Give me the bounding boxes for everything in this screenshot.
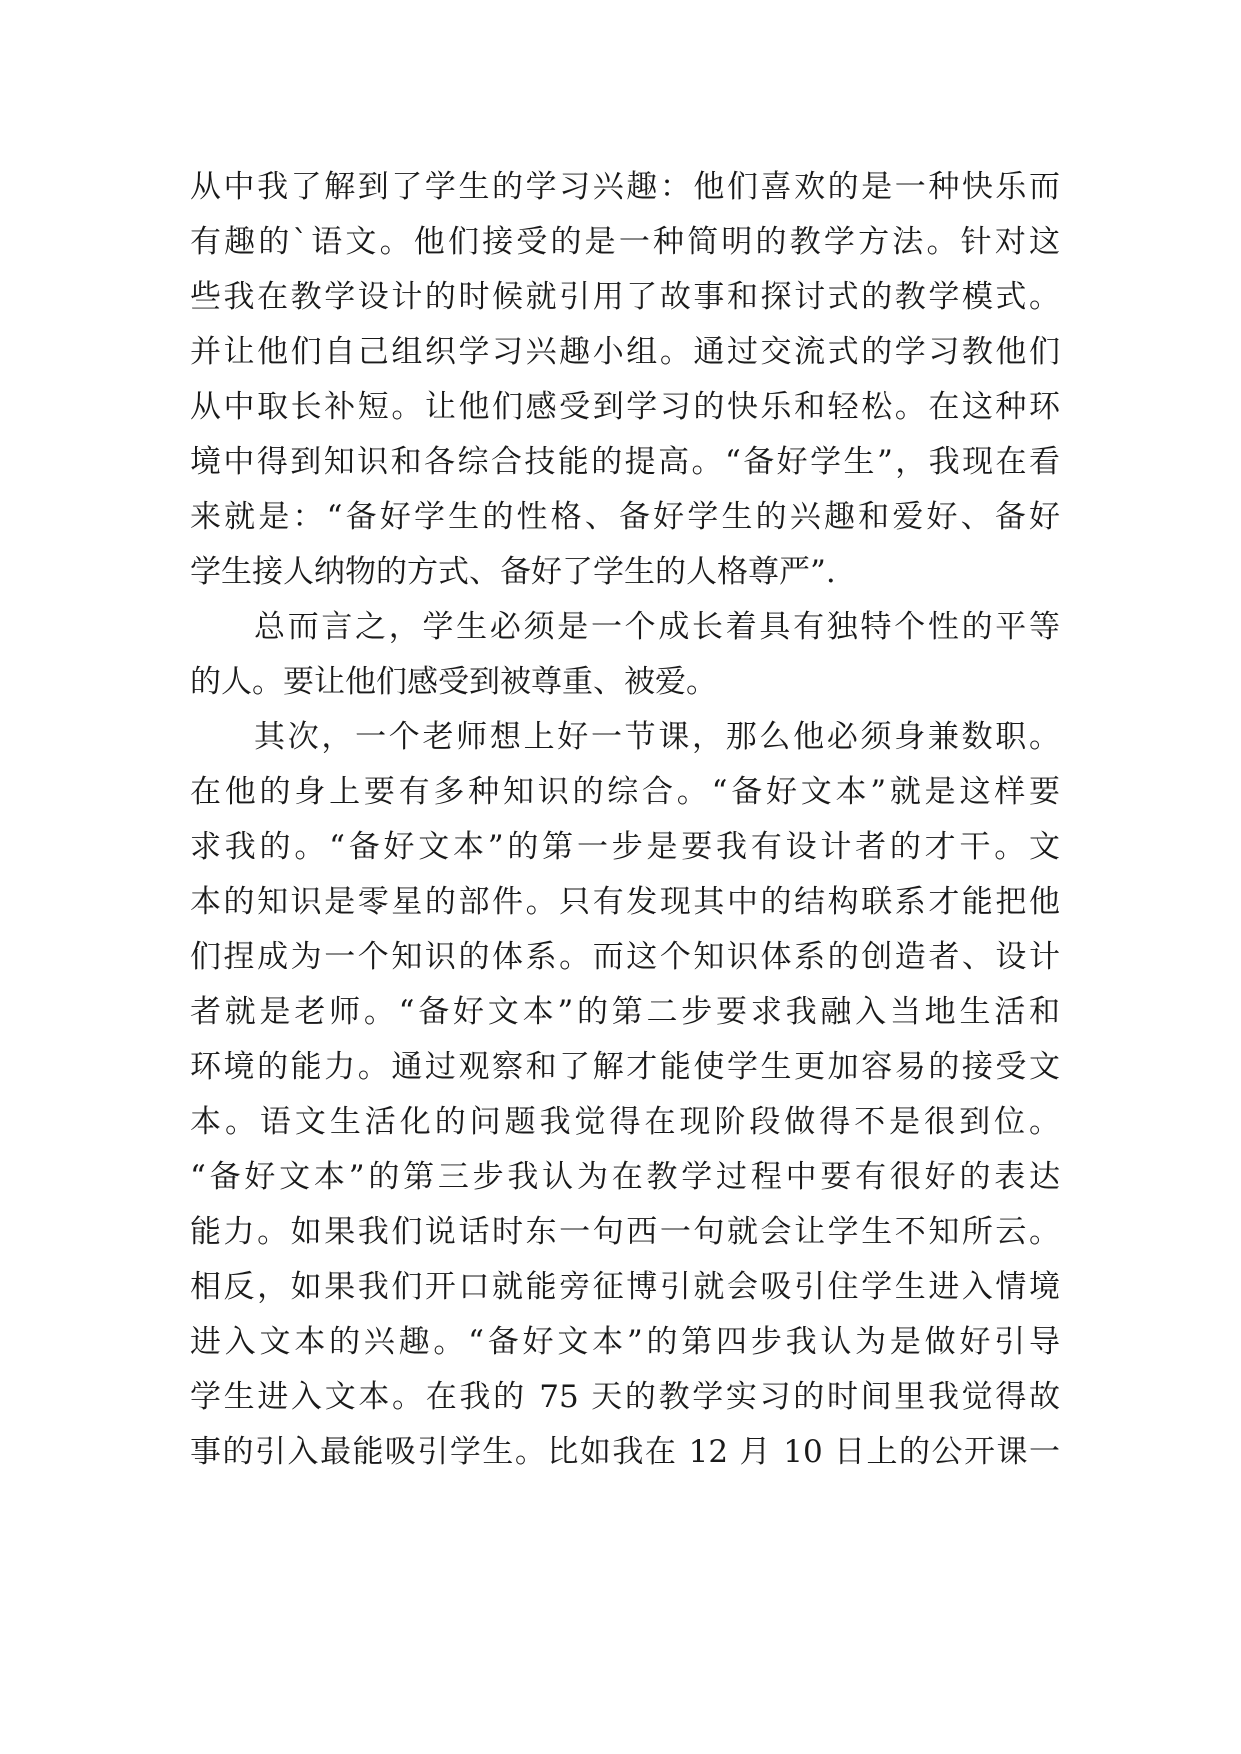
text-line: 本。语文生活化的问题我觉得在现阶段做得不是很到位。 bbox=[190, 1104, 1060, 1140]
text-line: 学生接人纳物的方式、备好了学生的人格尊严”. bbox=[190, 554, 836, 590]
text-line: 进入文本的兴趣。“备好文本”的第四步我认为是做好引导 bbox=[190, 1324, 1060, 1360]
text-line: “备好文本”的第三步我认为在教学过程中要有很好的表达 bbox=[190, 1159, 1060, 1195]
text-line: 学生进入文本。在我的 75 天的教学实习的时间里我觉得故 bbox=[190, 1379, 1060, 1415]
text-line: 从中取长补短。让他们感受到学习的快乐和轻松。在这种环 bbox=[190, 389, 1060, 425]
text-line: 环境的能力。通过观察和了解才能使学生更加容易的接受文 bbox=[190, 1049, 1060, 1085]
text-line: 有趣的`语文。他们接受的是一种简明的教学方法。针对这 bbox=[190, 224, 1060, 260]
text-line: 些我在教学设计的时候就引用了故事和探讨式的教学模式。 bbox=[190, 279, 1060, 315]
text-line: 能力。如果我们说话时东一句西一句就会让学生不知所云。 bbox=[190, 1214, 1060, 1250]
body-text bbox=[190, 160, 1060, 1480]
text-line: 相反，如果我们开口就能旁征博引就会吸引住学生进入情境 bbox=[190, 1269, 1060, 1305]
text-line: 本的知识是零星的部件。只有发现其中的结构联系才能把他 bbox=[190, 884, 1060, 920]
text-line: 从中我了解到了学生的学习兴趣：他们喜欢的是一种快乐而 bbox=[190, 169, 1060, 205]
text-line: 事的引入最能吸引学生。比如我在 12 月 10 日上的公开课一 bbox=[190, 1434, 1060, 1470]
text-line: 并让他们自己组织学习兴趣小组。通过交流式的学习教他们 bbox=[190, 334, 1060, 370]
paragraph-first-line: 其次，一个老师想上好一节课，那么他必须身兼数职。 bbox=[254, 719, 1060, 755]
text-line: 的人。要让他们感受到被尊重、被爱。 bbox=[190, 664, 717, 700]
text-line: 者就是老师。“备好文本”的第二步要求我融入当地生活和 bbox=[190, 994, 1060, 1030]
text-line: 们捏成为一个知识的体系。而这个知识体系的创造者、设计 bbox=[190, 939, 1060, 975]
text-line: 在他的身上要有多种知识的综合。“备好文本”就是这样要 bbox=[190, 774, 1060, 810]
text-line: 求我的。“备好文本”的第一步是要我有设计者的才干。文 bbox=[190, 829, 1060, 865]
text-line: 来就是：“备好学生的性格、备好学生的兴趣和爱好、备好 bbox=[190, 499, 1060, 535]
text-line: 境中得到知识和各综合技能的提高。“备好学生”，我现在看 bbox=[190, 444, 1060, 480]
paragraph-first-line: 总而言之，学生必须是一个成长着具有独特个性的平等 bbox=[254, 609, 1060, 645]
